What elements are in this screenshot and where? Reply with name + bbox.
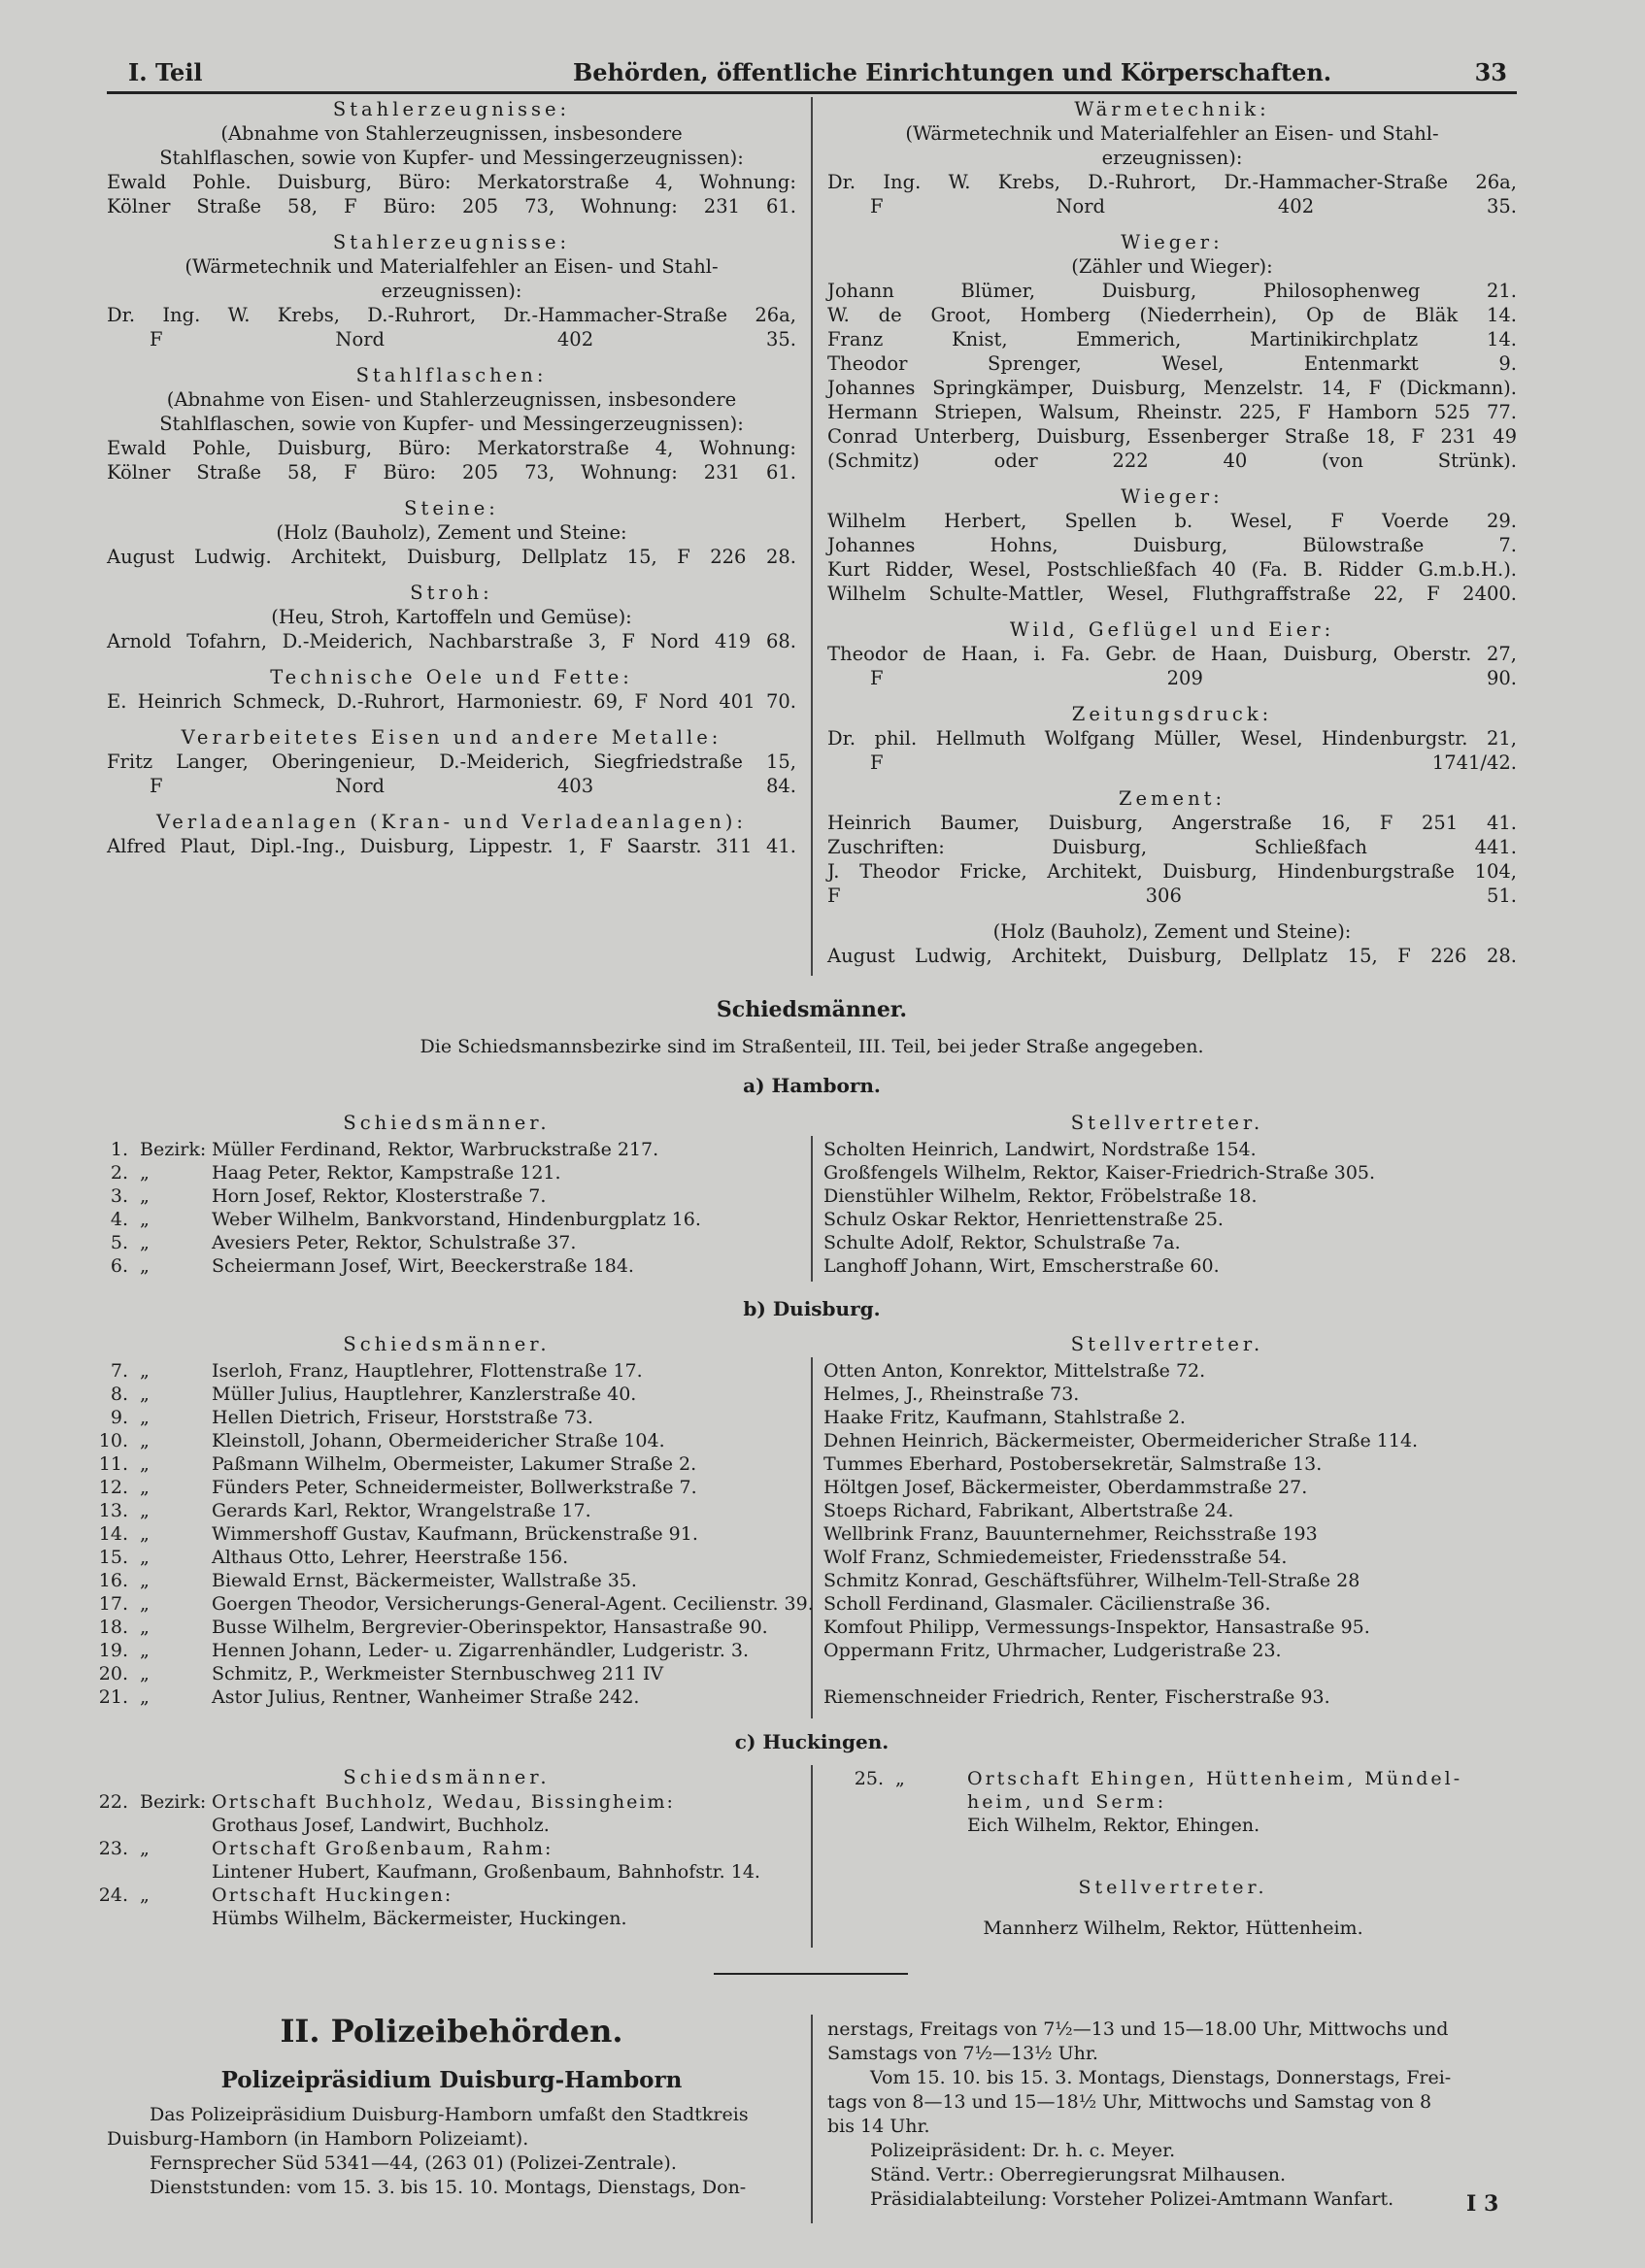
- row-bezirk: „: [140, 1523, 150, 1545]
- table-row: [823, 1184, 1375, 1208]
- entry-line: Johannes Hohns, Duisburg, Bülowstraße 7.: [827, 534, 1517, 556]
- left-entry: [107, 97, 796, 218]
- table-row: [823, 1406, 1418, 1429]
- table-row: [68, 1161, 701, 1184]
- huckingen-schied-label: Schiedsmänner.: [343, 1766, 551, 1788]
- entry-line: Franz Knist, Emmerich, Martinikirchplatz 14.: [827, 328, 1517, 350]
- row-bezirk: „: [140, 1162, 150, 1184]
- table-row: [823, 1685, 1418, 1709]
- table-row: [68, 1406, 814, 1429]
- row-stell: Wellbrink Franz, Bauunternehmer, Reichsstraße 193: [823, 1523, 1318, 1545]
- row-name: Hennen Johann, Leder- u. Zigarrenhändler, Ludgeristr. 3.: [212, 1640, 750, 1661]
- sheet-signature: I 3: [1466, 2191, 1499, 2217]
- row-stell: Großfengels Wilhelm, Rektor, Kaiser-Friedrich-Straße 305.: [823, 1162, 1376, 1184]
- row-name: Ortschaft Großenbaum, Rahm:: [212, 1838, 554, 1859]
- police-right-line: Ständ. Vertr.: Oberregierungsrat Milhausen.: [870, 2164, 1286, 2185]
- category-note: (Holz (Bauholz), Zement und Steine):: [992, 920, 1352, 943]
- entry-line: Theodor Sprenger, Wesel, Entenmarkt 9.: [827, 352, 1517, 375]
- entry-line: Wilhelm Schulte-Mattler, Wesel, Fluthgraffstraße 22, F 2400.: [827, 583, 1517, 605]
- entry-line: Kurt Ridder, Wesel, Postschließfach 40 (Fa. B. Ridder G.m.b.H.).: [827, 558, 1517, 581]
- row-spacer: [140, 1907, 212, 1930]
- schied-table: [823, 1138, 1375, 1278]
- table-row: [68, 1383, 814, 1406]
- huck-stell-name: Mannherz Wilhelm, Rektor, Hüttenheim.: [983, 1918, 1363, 1939]
- table-row: [823, 1499, 1418, 1522]
- row-spacer: [140, 1860, 212, 1884]
- row-stell: Oppermann Fritz, Uhrmacher, Ludgeristraße 23.: [823, 1640, 1282, 1661]
- table-subrow: [68, 1814, 760, 1837]
- row-name: Wimmershoff Gustav, Kaufmann, Brückenstraße 91.: [212, 1523, 698, 1545]
- category-heading: Stahlerzeugnisse:: [332, 231, 571, 253]
- category-note: Stahlflaschen, sowie von Kupfer- und Messingerzeugnissen):: [159, 413, 744, 435]
- police-left-line: Duisburg-Hamborn (in Hamborn Polizeiamt).: [107, 2128, 529, 2150]
- row-bezirk: „: [140, 1209, 150, 1230]
- row-number: 9.: [110, 1407, 128, 1428]
- entry-line: Kölner Straße 58, F Büro: 205 73, Wohnung: 231 61.: [107, 461, 796, 484]
- huck-stell-label: Stellvertreter.: [1078, 1877, 1268, 1898]
- row-name: Scheiermann Josef, Wirt, Beeckerstraße 184.: [212, 1255, 634, 1277]
- entry-line: F 1741/42.: [870, 751, 1517, 774]
- schied-table: [68, 1138, 701, 1278]
- schied-table: [68, 1359, 814, 1709]
- row-stell: Wolf Franz, Schmiedemeister, Friedensstraße 54.: [823, 1547, 1288, 1568]
- row-stell: Langhoff Johann, Wirt, Emscherstraße 60.: [823, 1255, 1220, 1277]
- row-name: Ortschaft Buchholz, Wedau, Bissingheim:: [212, 1791, 675, 1813]
- table-row: [68, 1592, 814, 1616]
- category-heading: Steine:: [404, 497, 499, 519]
- left-entry: [107, 581, 796, 653]
- row-sub: Lintener Hubert, Kaufmann, Großenbaum, Bahnhofstr. 14.: [212, 1861, 760, 1883]
- row-name: Busse Wilhelm, Bergrevier-Oberinspektor, Hansastraße 90.: [212, 1617, 768, 1638]
- entry-line: Zuschriften: Duisburg, Schließfach 441.: [827, 836, 1517, 858]
- table-row: [823, 1161, 1375, 1184]
- category-note: erzeugnissen):: [1101, 147, 1243, 169]
- row-sub: Hümbs Wilhelm, Bäckermeister, Huckingen.: [212, 1908, 627, 1929]
- row-spacer: [68, 1860, 140, 1884]
- row-sub: Grothaus Josef, Landwirt, Buchholz.: [212, 1815, 550, 1836]
- schied-table: [823, 1359, 1418, 1709]
- table-subrow: [68, 1860, 760, 1884]
- row-number: 23.: [98, 1838, 128, 1859]
- row-name: Kleinstoll, Johann, Obermeidericher Straße 104.: [212, 1430, 665, 1451]
- row-bezirk: „: [140, 1617, 150, 1638]
- category-heading: Wieger:: [1121, 485, 1224, 508]
- table-row: [823, 1662, 1418, 1685]
- right-entry: [827, 484, 1517, 606]
- table-row: [823, 1546, 1418, 1569]
- row-stell: Scholten Heinrich, Landwirt, Nordstraße 154.: [823, 1139, 1257, 1160]
- row-number: 22.: [98, 1791, 128, 1813]
- table-row: [68, 1639, 814, 1662]
- table-row: [68, 1790, 760, 1814]
- row-number: 12.: [98, 1477, 128, 1498]
- table-row: [823, 1522, 1418, 1546]
- row-name: Müller Julius, Hauptlehrer, Kanzlerstraße 40.: [212, 1384, 637, 1405]
- section-separator: [714, 1973, 908, 1975]
- row-stell: Dienstühler Wilhelm, Rektor, Fröbelstraße 18.: [823, 1185, 1258, 1207]
- entry-line: F Nord 402 35.: [150, 328, 796, 350]
- row-bezirk: „: [140, 1570, 150, 1591]
- row-name: Paßmann Wilhelm, Obermeister, Lakumer Straße 2.: [212, 1453, 697, 1475]
- row-bezirk: „: [140, 1477, 150, 1498]
- entry-line: Conrad Unterberg, Duisburg, Essenberger Straße 18, F 231 49: [827, 425, 1517, 448]
- table-subrow: [68, 1907, 760, 1930]
- entry-line: F Nord 403 84.: [150, 775, 796, 797]
- row-number: 2.: [110, 1162, 128, 1184]
- category-note: (Wärmetechnik und Materialfehler an Eisen- und Stahl-: [905, 122, 1439, 145]
- table-row: [823, 1476, 1418, 1499]
- row-name: Avesiers Peter, Rektor, Schulstraße 37.: [212, 1232, 577, 1253]
- police-left-line: Das Polizeipräsidium Duisburg-Hamborn umfaßt den Stadtkreis: [150, 2104, 749, 2125]
- category-heading: Wild, Geflügel und Eier:: [1009, 618, 1335, 641]
- table-row: [68, 1522, 814, 1546]
- row-spacer: [68, 1814, 140, 1837]
- hamborn-schied-label: Schiedsmänner.: [343, 1112, 551, 1134]
- schied-intro: Die Schiedsmannsbezirke sind im Straßenteil, III. Teil, bei jeder Straße angegeben.: [420, 1036, 1204, 1057]
- duisburg-stell-label: Stellvertreter.: [1070, 1333, 1264, 1355]
- category-note: (Abnahme von Stahlerzeugnissen, insbesondere: [220, 122, 683, 145]
- police-right-line: nerstags, Freitags von 7½—13 und 15—18.00 Uhr, Mittwochs und: [827, 2018, 1449, 2040]
- hamborn-schied-list: [68, 1138, 701, 1278]
- table-row: [68, 1452, 814, 1476]
- entry-line: F Nord 402 35.: [870, 195, 1517, 217]
- police-right-line: Vom 15. 10. bis 15. 3. Montags, Dienstags, Donnerstags, Frei-: [870, 2067, 1452, 2088]
- duisburg-title: b) Duisburg.: [743, 1297, 881, 1320]
- row-name: Astor Julius, Rentner, Wanheimer Straße 242.: [212, 1686, 640, 1708]
- row-name: Althaus Otto, Lehrer, Heerstraße 156.: [212, 1547, 569, 1568]
- hamborn-title: a) Hamborn.: [743, 1074, 881, 1097]
- running-title: Behörden, öffentliche Einrichtungen und Körperschaften.: [573, 58, 1332, 86]
- huckingen-title: c) Huckingen.: [734, 1730, 890, 1753]
- row-stell: Dehnen Heinrich, Bäckermeister, Obermeidericher Straße 114.: [823, 1430, 1419, 1451]
- entry-line: F 209 90.: [870, 667, 1517, 689]
- row-bezirk: „: [140, 1384, 150, 1405]
- entry-line: Johann Blümer, Duisburg, Philosophenweg 21.: [827, 280, 1517, 302]
- right-entry: [827, 919, 1517, 968]
- huck-right-sub: Eich Wilhelm, Rektor, Ehingen.: [967, 1815, 1260, 1836]
- table-row: [823, 1429, 1418, 1452]
- row-number: 8.: [110, 1384, 128, 1405]
- table-row: [823, 1616, 1418, 1639]
- entry-line: Kölner Straße 58, F Büro: 205 73, Wohnung: 231 61.: [107, 195, 796, 217]
- table-row: [68, 1429, 814, 1452]
- part-label: I. Teil: [128, 58, 203, 86]
- entry-line: Hermann Striepen, Walsum, Rheinstr. 225, F Hamborn 525 77.: [827, 401, 1517, 423]
- row-name: Horn Josef, Rektor, Klosterstraße 7.: [212, 1185, 547, 1207]
- row-number: 3.: [110, 1185, 128, 1207]
- row-name: Biewald Ernst, Bäckermeister, Wallstraße 35.: [212, 1570, 637, 1591]
- row-name: Haag Peter, Rektor, Kampstraße 121.: [212, 1162, 561, 1184]
- row-number: 13.: [98, 1500, 128, 1521]
- row-number: 4.: [110, 1209, 128, 1230]
- right-entry: [827, 702, 1517, 775]
- left-entry: [107, 496, 796, 569]
- row-bezirk: Bezirk:: [140, 1139, 207, 1160]
- category-heading: Wärmetechnik:: [1074, 98, 1270, 120]
- entry-line: Alfred Plaut, Dipl.-Ing., Duisburg, Lippestr. 1, F Saarstr. 311 41.: [107, 835, 796, 857]
- row-bezirk: „: [140, 1593, 150, 1615]
- table-row: [68, 1884, 760, 1907]
- left-entry: [107, 725, 796, 798]
- row-bezirk: „: [140, 1640, 150, 1661]
- row-stell: Haake Fritz, Kaufmann, Stahlstraße 2.: [823, 1407, 1186, 1428]
- row-bezirk: „: [140, 1547, 150, 1568]
- category-note: (Zähler und Wieger):: [1071, 255, 1273, 278]
- row-stell: Stoeps Richard, Fabrikant, Albertstraße 24.: [823, 1500, 1234, 1521]
- left-entry: [107, 230, 796, 351]
- huckingen-divider: [811, 1765, 813, 1948]
- table-row: [68, 1569, 814, 1592]
- duisburg-schied-list: [68, 1359, 814, 1709]
- row-bezirk: „: [140, 1185, 150, 1207]
- entry-line: (Schmitz) oder 222 40 (von Strünk).: [827, 450, 1517, 472]
- row-stell: Komfout Philipp, Vermessungs-Inspektor, Hansastraße 95.: [823, 1617, 1370, 1638]
- police-right-line: Polizeipräsident: Dr. h. c. Meyer.: [870, 2140, 1176, 2161]
- right-entry: [827, 97, 1517, 218]
- table-row: [823, 1383, 1418, 1406]
- left-entry: [107, 810, 796, 858]
- row-stell: Schulz Oskar Rektor, Henriettenstraße 25.: [823, 1209, 1224, 1230]
- table-row: [68, 1662, 814, 1685]
- entry-line: Dr. Ing. W. Krebs, D.-Ruhrort, Dr.-Hammacher-Straße 26a,: [827, 171, 1517, 193]
- table-row: [68, 1616, 814, 1639]
- category-note: (Abnahme von Eisen- und Stahlerzeugnissen, insbesondere: [166, 388, 737, 411]
- entry-line: Ewald Pohle. Duisburg, Büro: Merkatorstraße 4, Wohnung:: [107, 171, 796, 193]
- row-stell: [823, 1662, 1418, 1685]
- row-bezirk: „: [140, 1838, 150, 1859]
- entry-line: Dr. Ing. W. Krebs, D.-Ruhrort, Dr.-Hammacher-Straße 26a,: [107, 304, 796, 326]
- table-row: [823, 1569, 1418, 1592]
- row-name: Müller Ferdinand, Rektor, Warbruckstraße 217.: [212, 1139, 659, 1160]
- row-spacer: [140, 1814, 212, 1837]
- entry-line: J. Theodor Fricke, Architekt, Duisburg, Hindenburgstraße 104,: [827, 860, 1517, 883]
- table-row: [68, 1138, 701, 1161]
- row-stell: Otten Anton, Konrektor, Mittelstraße 72.: [823, 1360, 1206, 1382]
- table-row: [823, 1231, 1375, 1254]
- row-number: 21.: [98, 1686, 128, 1708]
- table-row: [68, 1231, 701, 1254]
- row-number: 11.: [98, 1453, 128, 1475]
- category-heading: Stahlflaschen:: [355, 364, 548, 386]
- left-register-column: [107, 97, 796, 870]
- police-left-line: Fernsprecher Süd 5341—44, (263 01) (Polizei-Zentrale).: [150, 2152, 677, 2174]
- row-bezirk: „: [140, 1255, 150, 1277]
- table-row: [68, 1837, 760, 1860]
- row-name: Hellen Dietrich, Friseur, Horststraße 73.: [212, 1407, 593, 1428]
- hamborn-divider: [811, 1136, 813, 1282]
- entry-line: Heinrich Baumer, Duisburg, Angerstraße 16, F 251 41.: [827, 812, 1517, 834]
- row-bezirk: „: [140, 1232, 150, 1253]
- category-heading: Verarbeitetes Eisen und andere Metalle:: [181, 726, 722, 749]
- police-subtitle: Polizeipräsidium Duisburg-Hamborn: [220, 2067, 683, 2093]
- row-stell: Höltgen Josef, Bäckermeister, Oberdammstraße 27.: [823, 1477, 1308, 1498]
- row-name: Ortschaft Huckingen:: [212, 1884, 453, 1906]
- table-row: [68, 1476, 814, 1499]
- category-heading: Technische Oele und Fette:: [270, 666, 633, 688]
- row-name: Fünders Peter, Schneidermeister, Bollwerkstraße 7.: [212, 1477, 697, 1498]
- huckingen-schied-list: [68, 1790, 760, 1930]
- row-bezirk: Bezirk:: [140, 1791, 207, 1813]
- row-number: 20.: [98, 1663, 128, 1684]
- right-entry: [827, 230, 1517, 473]
- category-heading: Stahlerzeugnisse:: [332, 98, 571, 120]
- table-row: [68, 1184, 701, 1208]
- entry-line: Theodor de Haan, i. Fa. Gebr. de Haan, Duisburg, Oberstr. 27,: [827, 643, 1517, 665]
- row-bezirk: „: [140, 1884, 150, 1906]
- column-divider: [811, 97, 813, 976]
- row-bezirk: „: [140, 1453, 150, 1475]
- right-entry: [827, 786, 1517, 908]
- table-row: [823, 1208, 1375, 1231]
- row-stell: Helmes, J., Rheinstraße 73.: [823, 1384, 1080, 1405]
- duisburg-stell-list: [823, 1359, 1418, 1709]
- row-number: 18.: [98, 1617, 128, 1638]
- row-bezirk: „: [140, 1663, 150, 1684]
- table-row: [823, 1138, 1375, 1161]
- category-note: Stahlflaschen, sowie von Kupfer- und Messingerzeugnissen):: [159, 147, 744, 169]
- police-right-line: Präsidialabteilung: Vorsteher Polizei-Amtmann Wanfart.: [870, 2188, 1394, 2210]
- entry-line: E. Heinrich Schmeck, D.-Ruhrort, Harmoniestr. 69, F Nord 401 70.: [107, 690, 796, 713]
- row-name: Weber Wilhelm, Bankvorstand, Hindenburgplatz 16.: [212, 1209, 701, 1230]
- category-note: (Wärmetechnik und Materialfehler an Eisen- und Stahl-: [185, 255, 719, 278]
- huck-right-biz: „: [895, 1768, 905, 1789]
- row-number: 10.: [98, 1430, 128, 1451]
- table-row: [823, 1592, 1418, 1616]
- huckingen-table: [68, 1790, 760, 1930]
- huck-right-name2: heim, und Serm:: [967, 1791, 1167, 1813]
- category-note: (Heu, Stroh, Kartoffeln und Gemüse):: [271, 606, 632, 628]
- left-entry: [107, 665, 796, 714]
- police-title: II. Polizeibehörden.: [280, 2013, 623, 2050]
- police-right-line: Samstags von 7½—13½ Uhr.: [827, 2043, 1098, 2064]
- hamborn-stell-label: Stellvertreter.: [1070, 1112, 1264, 1134]
- category-heading: Wieger:: [1121, 231, 1224, 253]
- entry-line: August Ludwig, Architekt, Duisburg, Dellplatz 15, F 226 28.: [827, 945, 1517, 967]
- entry-line: Arnold Tofahrn, D.-Meiderich, Nachbarstraße 3, F Nord 419 68.: [107, 630, 796, 652]
- row-bezirk: „: [140, 1407, 150, 1428]
- row-number: 15.: [98, 1547, 128, 1568]
- category-heading: Zement:: [1118, 787, 1226, 810]
- row-number: 5.: [110, 1232, 128, 1253]
- row-stell: Schmitz Konrad, Geschäftsführer, Wilhelm-Tell-Straße 28: [823, 1570, 1360, 1591]
- category-heading: Zeitungsdruck:: [1071, 703, 1273, 725]
- police-left-text: [107, 2103, 796, 2200]
- row-name: Goergen Theodor, Versicherungs-General-Agent. Cecilienstr. 39.: [212, 1593, 814, 1615]
- entry-line: F 306 51.: [827, 884, 1517, 907]
- duisburg-schied-label: Schiedsmänner.: [343, 1333, 551, 1355]
- table-row: [68, 1254, 701, 1278]
- row-number: 17.: [98, 1593, 128, 1615]
- entry-line: Wilhelm Herbert, Spellen b. Wesel, F Voerde 29.: [827, 510, 1517, 532]
- table-row: [68, 1685, 814, 1709]
- huckingen-right-block: [823, 1767, 1523, 1940]
- table-row: [68, 1499, 814, 1522]
- police-left-line: Dienststunden: vom 15. 3. bis 15. 10. Montags, Dienstags, Don-: [150, 2177, 747, 2198]
- row-bezirk: „: [140, 1686, 150, 1708]
- row-stell: Riemenschneider Friedrich, Renter, Fischerstraße 93.: [823, 1686, 1330, 1708]
- hamborn-stell-list: [823, 1138, 1375, 1278]
- entry-line: August Ludwig. Architekt, Duisburg, Dellplatz 15, F 226 28.: [107, 546, 796, 568]
- row-bezirk: „: [140, 1500, 150, 1521]
- entry-line: W. de Groot, Homberg (Niederrhein), Op de Bläk 14.: [827, 304, 1517, 326]
- row-number: 1.: [110, 1139, 128, 1160]
- row-bezirk: „: [140, 1360, 150, 1382]
- left-entry: [107, 363, 796, 484]
- right-register-column: [827, 97, 1517, 980]
- table-row: [68, 1359, 814, 1383]
- row-bezirk: „: [140, 1430, 150, 1451]
- row-number: 6.: [110, 1255, 128, 1277]
- entry-line: Dr. phil. Hellmuth Wolfgang Müller, Wesel, Hindenburgstr. 21,: [827, 727, 1517, 750]
- entry-line: Fritz Langer, Oberingenieur, D.-Meiderich, Siegfriedstraße 15,: [107, 750, 796, 773]
- police-right-text: [827, 2018, 1517, 2212]
- page-number: 33: [1474, 58, 1507, 86]
- row-stell: Scholl Ferdinand, Glasmaler. Cäcilienstraße 36.: [823, 1593, 1271, 1615]
- row-spacer: [68, 1907, 140, 1930]
- table-row: [68, 1546, 814, 1569]
- table-row: [68, 1208, 701, 1231]
- huck-right-num: 25.: [854, 1768, 884, 1789]
- table-row: [823, 1639, 1418, 1662]
- row-number: 16.: [98, 1570, 128, 1591]
- row-stell: Tummes Eberhard, Postobersekretär, Salmstraße 13.: [823, 1453, 1323, 1475]
- category-note: (Holz (Bauholz), Zement und Steine:: [276, 521, 627, 544]
- row-number: 24.: [98, 1884, 128, 1906]
- page-header: [107, 56, 1517, 94]
- category-heading: Stroh:: [410, 582, 493, 604]
- table-row: [823, 1452, 1418, 1476]
- right-entry: [827, 617, 1517, 690]
- row-name: Iserloh, Franz, Hauptlehrer, Flottenstraße 17.: [212, 1360, 643, 1382]
- row-number: 7.: [110, 1360, 128, 1382]
- police-divider: [811, 2015, 813, 2223]
- row-name: Gerards Karl, Rektor, Wrangelstraße 17.: [212, 1500, 591, 1521]
- row-number: 14.: [98, 1523, 128, 1545]
- row-name: Schmitz, P., Werkmeister Sternbuschweg 211 IV: [212, 1663, 664, 1684]
- table-row: [823, 1359, 1418, 1383]
- police-right-line: tags von 8—13 und 15—18½ Uhr, Mittwochs und Samstag von 8: [827, 2091, 1432, 2113]
- huck-right-name1: Ortschaft Ehingen, Hüttenheim, Mündel-: [967, 1768, 1463, 1789]
- table-row: [823, 1254, 1375, 1278]
- category-heading: Verladeanlagen (Kran- und Verladeanlagen):: [156, 811, 747, 833]
- row-number: 19.: [98, 1640, 128, 1661]
- row-stell: Schulte Adolf, Rektor, Schulstraße 7a.: [823, 1232, 1181, 1253]
- police-right-line: bis 14 Uhr.: [827, 2116, 930, 2137]
- entry-line: Johannes Springkämper, Duisburg, Menzelstr. 14, F (Dickmann).: [827, 377, 1517, 399]
- schied-title: Schiedsmänner.: [716, 997, 908, 1022]
- entry-line: Ewald Pohle, Duisburg, Büro: Merkatorstraße 4, Wohnung:: [107, 437, 796, 459]
- category-note: erzeugnissen):: [381, 280, 522, 302]
